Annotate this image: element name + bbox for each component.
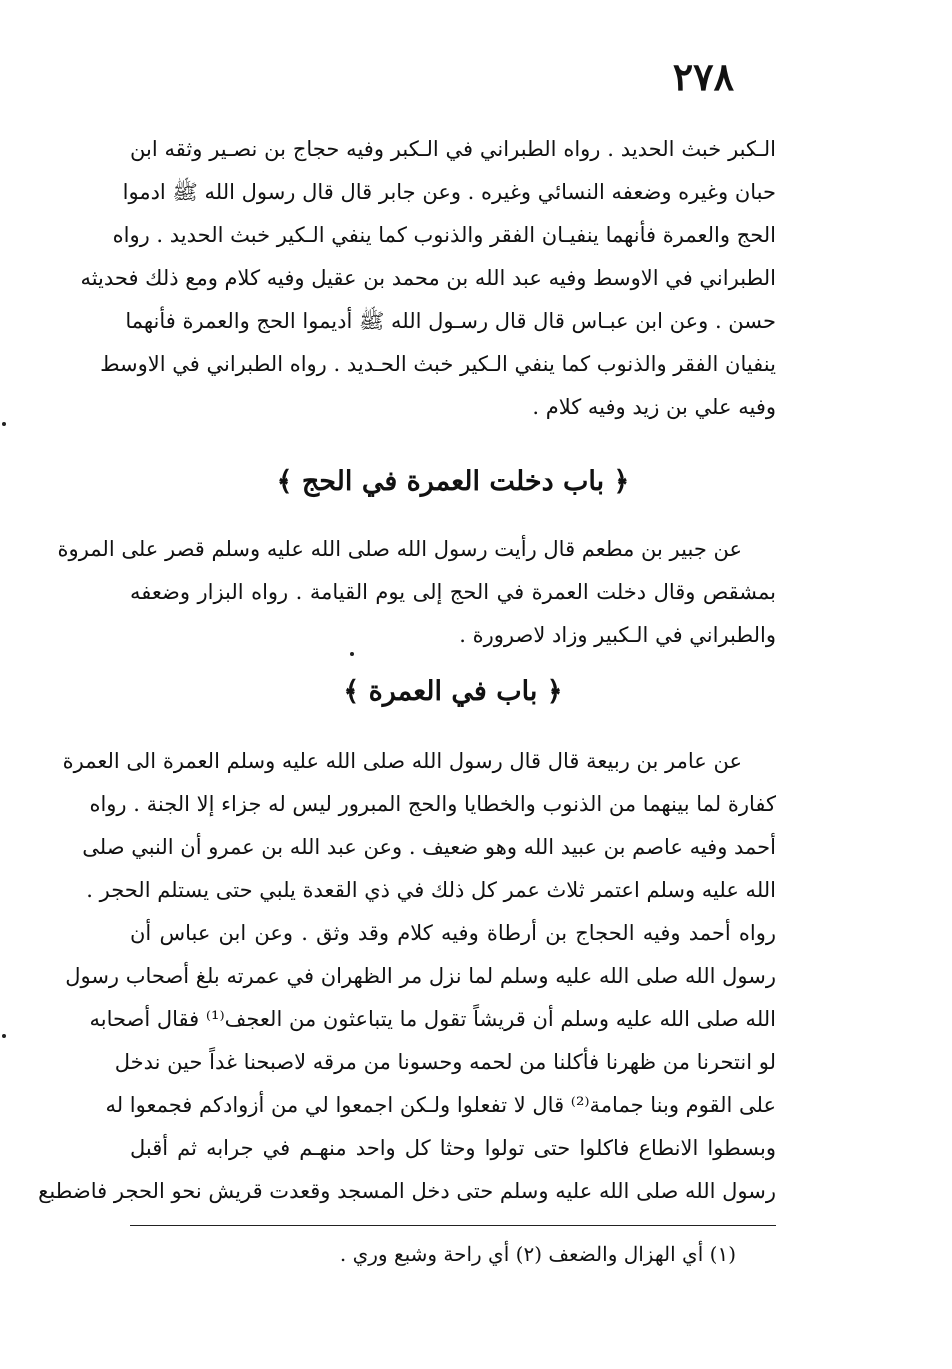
- text-line: رواه أحمد وفيه الحجاج بن أرطاة وفيه كلام وقد وثق . وعن ابن عباس أن: [130, 921, 776, 945]
- print-speck: [2, 422, 6, 426]
- paragraph-hadith-hajj-umrah: [80, 128, 776, 429]
- text-line: وبسطوا الانطاع فاكلوا حتى تولوا وحثا كل واحد منهـم في جرابه ثم أقبل: [130, 1136, 776, 1160]
- text-line: رسول الله صلى الله عليه وسلم حتى دخل المسجد وقعدت قريش نحو الحجر فاضطبع: [38, 1179, 776, 1203]
- footnote-divider: [130, 1225, 776, 1226]
- footnotes: (١) أي الهزال والضعف (٢) أي راحة وشبع وري .: [339, 1242, 736, 1266]
- print-speck: [2, 1034, 6, 1038]
- page-number: ٢٧٨: [672, 54, 734, 99]
- chapter-heading-umrah: ﴿ باب في العمرة ﴾: [343, 676, 563, 707]
- text-line: عن جبير بن مطعم قال رأيت رسول الله صلى الله عليه وسلم قصر على المروة: [57, 537, 742, 561]
- text-line: الله عليه وسلم اعتمر ثلاث عمر كل ذلك في ذي القعدة يلبي حتى يستلم الحجر .: [86, 878, 776, 902]
- print-speck: [350, 652, 354, 656]
- text-line: ينفيان الفقر والذنوب كما ينفي الـكير خبث الحـديد . رواه الطبراني في الاوسط: [100, 352, 776, 376]
- text-line: حبان وغيره وضعفه النسائي وغيره . وعن جابر قال قال رسول الله ﷺ ادموا: [122, 180, 776, 204]
- text-line: الله صلى الله عليه وسلم أن قريشاً تقول ما يتباعثون من العجف⁽¹⁾ فقال أصحابه: [89, 1007, 776, 1031]
- chapter-heading-umrah-in-hajj: ﴿ باب دخلت العمرة في الحج ﴾: [276, 466, 630, 497]
- text-line: كفارة لما بينهما من الذنوب والخطايا والحج المبرور ليس له جزاء إلا الجنة . رواه: [89, 792, 776, 816]
- paragraph-amir-hadith: [38, 740, 776, 1213]
- text-line: لو انتحرنا من ظهرنا فأكلنا من لحمه وحسونا من مرقه لاصبحنا غداً حين ندخل: [114, 1050, 776, 1074]
- text-line: والطبراني في الـكبير وزاد لاصرورة .: [459, 623, 776, 647]
- text-line: بمشقص وقال دخلت العمرة في الحج إلى يوم القيامة . رواه البزار وضعفه: [130, 580, 776, 604]
- text-line: على القوم وبنا جمامة⁽²⁾ قال لا تفعلوا ولـكن اجمعوا لي من أزوادكم فجمعوا له: [105, 1093, 776, 1117]
- text-line: الـكبر خبث الحديد . رواه الطبراني في الـكبر وفيه حجاج بن نصـير وثقه ابن: [130, 137, 776, 161]
- text-line: حسن . وعن ابن عبـاس قال قال رسـول الله ﷺ أديموا الحج والعمرة فأنهما: [125, 309, 776, 333]
- text-line: وفيه علي بن زيد وفيه كلام .: [532, 395, 776, 419]
- text-line: أحمد وفيه عاصم بن عبيد الله وهو ضعيف . وعن عبد الله بن عمرو أن النبي صلى: [82, 835, 776, 859]
- text-line: رسول الله صلى الله عليه وسلم لما نزل مر الظهران في عمرته بلغ أصحاب رسول: [65, 964, 776, 988]
- text-line: الطبراني في الاوسط وفيه عبد الله بن محمد بن عقيل وفيه كلام ومع ذلك فحديثه: [80, 266, 776, 290]
- text-line: عن عامر بن ربيعة قال قال رسول الله صلى الله عليه وسلم العمرة الى العمرة: [62, 749, 742, 773]
- text-line: الحج والعمرة فأنهما ينفيـان الفقر والذنوب كما ينفي الـكير خبث الحديد . رواه: [112, 223, 776, 247]
- paragraph-jubayr-hadith: [57, 528, 776, 657]
